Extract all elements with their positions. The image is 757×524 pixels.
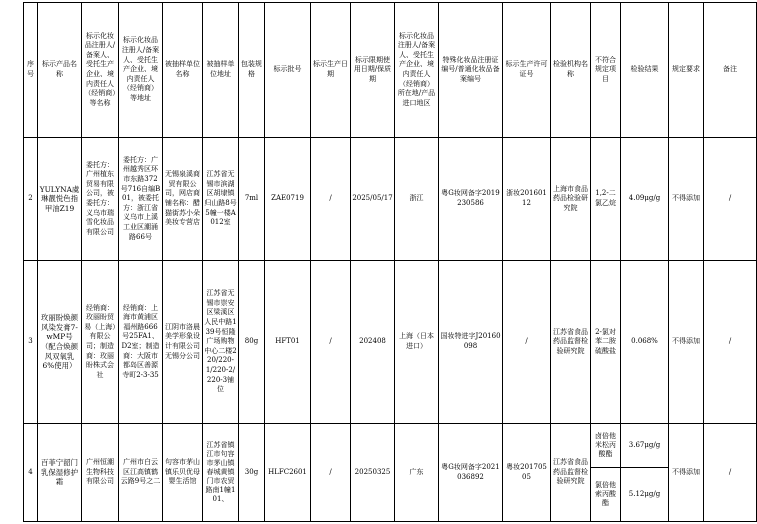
- table-row: [24, 424, 757, 468]
- cell-license: 粤妆20170505: [503, 424, 551, 522]
- cell-address: 经销商：上海市黄浦区福州路666号25FA1、D2室；制造商：大阪市都岛区善源寺町2-3-35: [119, 261, 163, 424]
- cell-unqualified-item: 2-氯对苯二胺硫酸盐: [591, 261, 621, 424]
- cell-requirement: 不得添加: [669, 138, 704, 261]
- table-row: [24, 261, 757, 424]
- cell-spec: 7ml: [239, 138, 265, 261]
- header-batch: 标示批号: [265, 3, 311, 138]
- header-spec: 包装规格: [239, 3, 265, 138]
- header-address: 标示化妆品注册人/备案人、受托生产企业、境内责任人（经销商）等地址: [119, 3, 163, 138]
- cell-batch: HLFC2601: [265, 424, 311, 522]
- cell-batch: HFT01: [265, 261, 311, 424]
- cell-remark: /: [704, 261, 757, 424]
- cell-expiry: 202408: [351, 261, 395, 424]
- cell-address: 广州市白云区江高镇鹤云路9号之二: [119, 424, 163, 522]
- cell-spec: 30g: [239, 424, 265, 522]
- cell-lab: 江苏省食品药品监督检验研究院: [551, 261, 591, 424]
- cell-product-name: 玫丽盼焕颜风染发膏7-wMP号（配合焕颜风双氧乳6%使用）: [38, 261, 82, 424]
- cell-registrant: 广州恒潮生物科技有限公司: [82, 424, 119, 522]
- cell-seq: 2: [24, 138, 38, 261]
- cell-sampled-unit-name: 句容市茅山镇乐贝优母婴生活馆: [163, 424, 203, 522]
- cell-address: 委托方：广州越秀区环市东路372号716自编B01，被委托方：浙江省义乌市上溪工业区潮涌路66号: [119, 138, 163, 261]
- header-license: 标示生产许可证号: [503, 3, 551, 138]
- cell-registration-number: 国妆特进字J20160098: [439, 261, 503, 424]
- cell-seq: 3: [24, 261, 38, 424]
- cell-production-date: /: [311, 261, 351, 424]
- cell-batch: ZAE0719: [265, 138, 311, 261]
- cell-origin: 上海（日本进口）: [395, 261, 439, 424]
- cell-expiry: 2025/05/17: [351, 138, 395, 261]
- cell-registration-number: 粤G妆网备字2021036892: [439, 424, 503, 522]
- cell-unqualified-item: 1,2-二氯乙烷: [591, 138, 621, 261]
- cell-expiry: 20250325: [351, 424, 395, 522]
- header-origin: 标示化妆品注册人/备案人、受托生产企业、境内责任人（经销商）所在地/产品进口地区: [395, 3, 439, 138]
- header-product-name: 标示产品名称: [38, 3, 82, 138]
- cell-product-name: 百菲宁韶门乳保湿修护霜: [38, 424, 82, 522]
- cell-sampled-unit-address: 江苏省无锡市滨湖区胡埭镇归山路8号5幢一楼A012室: [203, 138, 239, 261]
- cell-seq: 4: [24, 424, 38, 522]
- cell-result: 3.67μg/g: [621, 424, 669, 468]
- header-registrant: 标示化妆品注册人/备案人、受托生产企业、境内责任人（经销商）等名称: [82, 3, 119, 138]
- cell-production-date: /: [311, 138, 351, 261]
- inspection-results-table: [23, 2, 757, 522]
- header-sampled-unit-name: 被抽样单位名称: [163, 3, 203, 138]
- cell-origin: 浙江: [395, 138, 439, 261]
- table-row: [24, 138, 757, 261]
- cell-unqualified-item: 卤倍他米松丙酸酯: [591, 424, 621, 468]
- header-seq: 序号: [24, 3, 38, 138]
- header-row: [24, 3, 757, 138]
- cell-lab: 上海市食品药品检验研究院: [551, 138, 591, 261]
- header-unqualified-item: 不符合规定项目: [591, 3, 621, 138]
- cell-license: /: [503, 261, 551, 424]
- cell-result: 0.068%: [621, 261, 669, 424]
- cell-requirement: 不得添加: [669, 424, 704, 522]
- cell-sampled-unit-address: 江苏省镇江市句容市茅山镇春城黄镇门市农贸路南1幢101、: [203, 424, 239, 522]
- cell-result: 4.09μg/g: [621, 138, 669, 261]
- cell-registrant: 委托方：广州植东贸易有限公司，被委托方：义乌市瑞雪化妆品有限公司: [82, 138, 119, 261]
- header-lab: 检验机构名称: [551, 3, 591, 138]
- cell-spec: 80g: [239, 261, 265, 424]
- header-result: 检验结果: [621, 3, 669, 138]
- cell-remark: /: [704, 424, 757, 522]
- cell-sampled-unit-address: 江苏省无锡市崇安区梁溪区人民中路139号恒隆广场购物中心二楼220/220-1/220-2/220-3铺位: [203, 261, 239, 424]
- cell-license: 浙妆20160112: [503, 138, 551, 261]
- cell-registration-number: 粤G妆网备字2019230586: [439, 138, 503, 261]
- cell-origin: 广东: [395, 424, 439, 522]
- header-production-date: 标示生产日期: [311, 3, 351, 138]
- cell-requirement: 不得添加: [669, 261, 704, 424]
- cell-sampled-unit-name: 无锡泉溪商贸有限公司，网店商铺名称：醋猫街苏小朵美妆专营店: [163, 138, 203, 261]
- cell-result: 5.12μg/g: [621, 468, 669, 522]
- header-expiry: 标示限期使用日期/保质期: [351, 3, 395, 138]
- cell-product-name: YULYNA虞琳靓悦色指甲油Z19: [38, 138, 82, 261]
- header-registration-number: 特殊化妆品注册证编号/普通化妆品备案编号: [439, 3, 503, 138]
- cell-remark: /: [704, 138, 757, 261]
- cell-registrant: 经销商：玫丽盼贸易（上海）有限公司；制造商：玫丽盼株式会社: [82, 261, 119, 424]
- cell-production-date: /: [311, 424, 351, 522]
- cell-lab: 江苏省食品药品监督检验研究院: [551, 424, 591, 522]
- header-requirement: 规定要求: [669, 3, 704, 138]
- header-sampled-unit-address: 被抽样单位地址: [203, 3, 239, 138]
- cell-unqualified-item: 氯倍他索丙酸酯: [591, 468, 621, 522]
- cell-sampled-unit-name: 江阴市洛晨美学形象设计有限公司无锡分公司: [163, 261, 203, 424]
- header-remark: 备注: [704, 3, 757, 138]
